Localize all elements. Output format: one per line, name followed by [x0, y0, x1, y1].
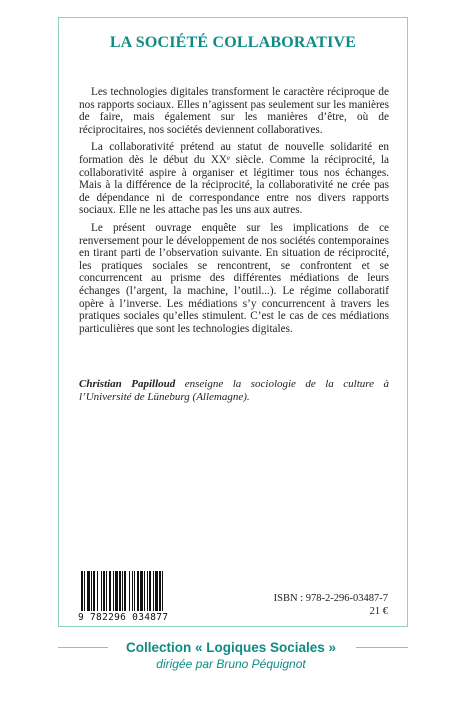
- price: 21 €: [369, 606, 388, 617]
- isbn-number: ISBN : 978-2-296-03487-7: [273, 593, 388, 604]
- collection-director: dirigée par Bruno Péquignot: [156, 657, 306, 671]
- author-name: Christian Papilloud: [79, 378, 176, 390]
- barcode-icon: [81, 571, 187, 617]
- book-title: LA SOCIÉTÉ COLLABORATIVE: [109, 34, 357, 51]
- author-bio: enseigne la sociologie de la culture à l’Université de Lüneburg (Allemagne).: [79, 378, 389, 403]
- collection-name: Collection « Logiques Sociales »: [125, 640, 337, 655]
- blurb-paragraph-3: Le présent ouvrage enquête sur les implications de ce renversement pour le développement de nos sociétés contemporaines en tirant parti de l’observation suivante. En situation de réciprocité, les pratiques sociales se rencontrent, se confrontent et se concurrencent au prisme des différentes médiations de leurs échanges (l’argent, la machine, l’outil...). Le régime collaboratif opère à l’inverse. Les médiations s’y concurrencent à travers les pratiques sociales qu’elles stimulent. C’est le cas de ces médiations particulières que sont les technologies digitales.: [79, 221, 389, 335]
- author-note: [79, 378, 389, 404]
- blurb-paragraph-1: Les technologies digitales transforment le caractère réciproque de nos rapports sociaux. Elles n’agissent pas seulement sur les manières de faire, mais également sur les manières d’être, où de réciprocitaires, nos sociétés deviennent collaboratives.: [79, 86, 389, 136]
- blurb-paragraph-2: La collaborativité prétend au statut de nouvelle solidarité en formation dès le début du XXᵉ siècle. Comme la réciprocité, la collaborativité aspire à organiser et légitimer tous nos échanges. Mais à la différence de la réciprocité, la collaborativité ne crée pas de dépendance ni de correspondance entre nos divers rapports sociaux. Elle ne les attache pas les uns aux autres.: [79, 141, 389, 217]
- isbn-block: [268, 592, 388, 618]
- barcode-number: 9 782296 034877: [78, 612, 169, 623]
- blurb: [79, 86, 389, 340]
